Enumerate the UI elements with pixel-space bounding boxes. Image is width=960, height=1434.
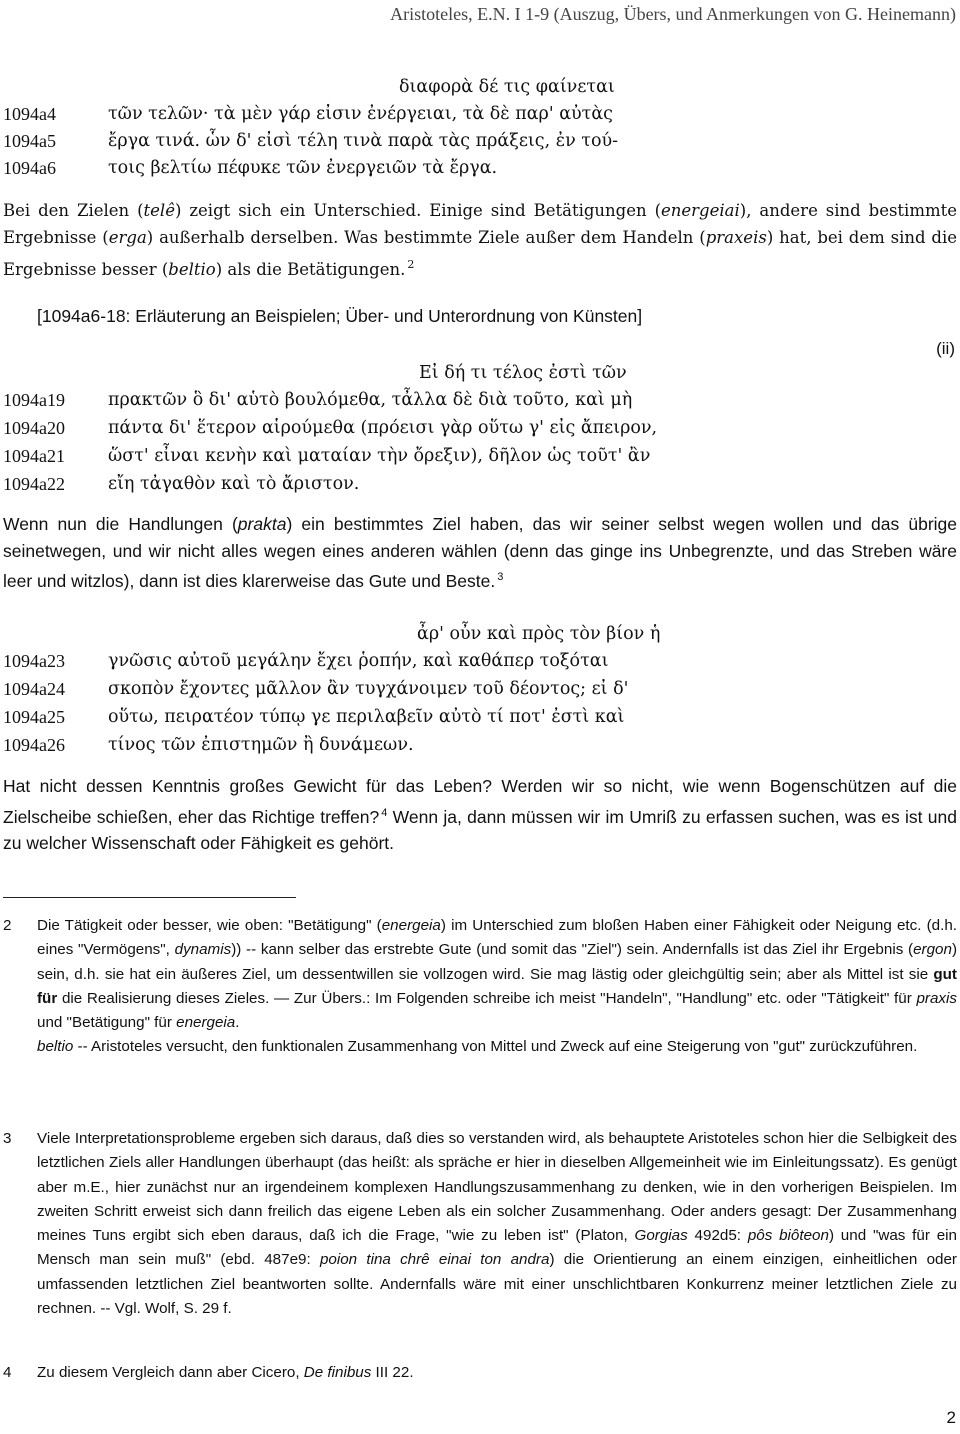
greek-line (0, 158, 960, 184)
greek-line (0, 707, 960, 733)
greek-text: εἴη τἀγαθὸν καὶ τὸ ἄριστον. (108, 474, 360, 494)
greek-text: ὥστ' εἶναι κενὴν καὶ ματαίαν τὴν ὄρεξιν), δῆλον ὡς τοῦτ' ἂν (108, 446, 651, 466)
greek-text: πάντα δι' ἕτερον αἱρούμεθα (πρόεισι γὰρ οὕτω γ' εἰς ἄπειρον, (108, 418, 658, 438)
line-number: 1094a6 (3, 158, 56, 178)
greek-text: ἔργα τινά. ὧν δ' εἰσὶ τέλη τινὰ παρὰ τὰς πράξεις, ἐν τού- (108, 131, 619, 151)
footnote-number: 4 (3, 1364, 12, 1381)
greek-text: σκοπὸν ἔχοντες μᾶλλον ἂν τυγχάνοιμεν τοῦ δέοντος; εἰ δ' (108, 679, 629, 699)
greek-line (0, 390, 960, 416)
footnote-number: 3 (3, 1130, 12, 1147)
footnote-ref: 4 (381, 806, 388, 819)
footnote-body-continuation: beltio -- Aristoteles versucht, den funktionalen Zusammenhang von Mittel und Zweck auf eine Steigerung von "gut" zurückzuführen. (37, 1038, 918, 1056)
greek-lead-line: ἆρ' οὖν καὶ πρὸς τὸν βίον ἡ (417, 624, 661, 644)
line-number: 1094a23 (3, 651, 65, 671)
footnote-body: Zu diesem Vergleich dann aber Cicero, De finibus III 22. (37, 1364, 414, 1381)
footnote (3, 1127, 957, 1321)
greek-line (0, 104, 960, 130)
footnote (3, 914, 957, 1060)
greek-text: οὕτω, πειρατέον τύπῳ γε περιλαβεῖν αὐτὸ τί ποτ' ἐστὶ καὶ (108, 707, 625, 727)
footnote-ref: 3 (497, 571, 504, 583)
greek-text: γνῶσις αὐτοῦ μεγάλην ἔχει ῥοπήν, καὶ καθάπερ τοξόται (108, 651, 609, 671)
greek-text: τῶν τελῶν· τὰ μὲν γάρ εἰσιν ἐνέργειαι, τὰ δὲ παρ' αὐτὰς (108, 104, 613, 124)
footnote-ref: 2 (407, 258, 415, 271)
line-number: 1094a19 (3, 390, 65, 410)
greek-lead-line: Εἰ δή τι τέλος ἐστὶ τῶν (419, 363, 627, 383)
running-header: Aristoteles, E.N. I 1-9 (Auszug, Übers, und Anmerkungen von G. Heinemann) (390, 4, 956, 24)
page-number: 2 (946, 1408, 956, 1427)
line-number: 1094a24 (3, 679, 65, 699)
line-number: 1094a20 (3, 418, 65, 438)
greek-line (0, 474, 960, 500)
footnote-body: Die Tätigkeit oder besser, wie oben: "Betätigung" (energeia) im Unterschied zum bloßen Haben einer Fähigkeit oder Neigung etc. (d.h. eines "Vermögens", dynamis)) -- kann selber das erstrebte Gute (und somit das "Ziel") sein. Andernfalls ist das Ziel ihr Ergebnis (ergon) sein, d.h. sie hat ein äußeres Ziel, um dessentwillen sie vollzogen wird. Sie mag lästig oder gleichgültig sein; aber als Mittel ist sie gut für die Realisierung dieses Zieles. — Zur Übers.: Im Folgenden schreibe ich meist "Handeln", "Handlung" etc. oder "Tätigkeit" für praxis und "Betätigung" für energeia. (37, 917, 958, 1032)
translation-paragraph: Hat nicht dessen Kenntnis großes Gewicht für das Leben? Werden wir so nicht, wie wenn Bogenschützen auf die Zielscheibe schießen, eher das Richtige treffen? $^4$ Wenn ja, dann müssen wir im Umriß zu erfassen suchen, was es ist und zu welcher Wissenschaft oder Fähigkeit es gehört. (3, 776, 957, 853)
greek-line (0, 446, 960, 472)
footnote-number: 2 (3, 917, 12, 934)
greek-line (0, 679, 960, 705)
line-number: 1094a26 (3, 735, 65, 755)
line-number: 1094a22 (3, 474, 65, 494)
line-number: 1094a25 (3, 707, 65, 727)
greek-text: τίνος τῶν ἐπιστημῶν ἢ δυνάμεων. (108, 735, 414, 755)
footnote (3, 1361, 957, 1385)
line-number: 1094a21 (3, 446, 65, 466)
greek-line (0, 651, 960, 677)
line-number: 1094a5 (3, 131, 56, 151)
translation-paragraph: Wenn nun die Handlungen (prakta) ein bestimmtes Ziel haben, das wir seiner selbst wegen wollen und das übrige seinetwegen, und wir nicht alles wegen eines anderen wählen (denn das ginge ins Unbegrenzte, und das Streben wäre leer und witzlos), dann ist dies klarerweise das Gute und Beste. $^3$ (3, 514, 958, 591)
footnote-separator (3, 897, 296, 898)
greek-line (0, 735, 960, 761)
greek-line (0, 418, 960, 444)
greek-line (0, 131, 960, 157)
line-number: 1094a4 (3, 104, 56, 124)
footnote-body: Viele Interpretationsprobleme ergeben sich daraus, daß dies so verstanden wird, als behauptete Aristoteles schon hier die Selbigkeit des letztlichen Ziels aller Handlungen überhaupt (das heißt: als spräche er hier in dieselben Allgemeinheit wie im Einleitungssatz). Es genügt aber m.E., hier zunächst nur an irgendeinem komplexen Handlungszusammenhang zu denken, wie in den vorherigen Beispielen. Im zweiten Schritt erweist sich dann freilich das eigene Leben als ein solcher Zusammenhang. Oder anders gesagt: Der Zusammenhang meines Tuns ergibt sich eben daraus, daß ich die Frage, "wie zu leben ist" (Platon, Gorgias 492d5: pôs biôteon) und "was für ein Mensch man sein muß" (ebd. 487e9: poion tina chrê einai ton andra) die Orientierung an einem einzigen, einheitlichen oder umfassenden letztlichen Ziel beantworten sollte. Andernfalls wäre mit einer unschlichtbaren Konkurrenz meiner letztlichen Ziele zu rechnen. -- Vgl. Wolf, S. 29 f. (37, 1130, 957, 1318)
greek-lead-line: διαφορὰ δέ τις φαίνεται (399, 77, 615, 97)
greek-text: πρακτῶν ὃ δι' αὑτὸ βουλόμεθα, τἆλλα δὲ διὰ τοῦτο, καὶ μὴ (108, 390, 633, 410)
section-heading: [1094a6-18: Erläuterung an Beispielen; Über- und Unterordnung von Künsten] (37, 306, 643, 326)
translation-paragraph: Bei den Zielen (telê) zeigt sich ein Unterschied. Einige sind Betätigungen (energeiai), andere sind bestimmte Ergebnisse (erga) außerhalb derselben. Was bestimmte Ziele außer dem Handeln (praxeis) hat, bei dem sind die Ergebnisse besser (beltio) als die Betätigungen. $^2$ (3, 201, 958, 279)
greek-text: τοις βελτίω πέφυκε τῶν ἐνεργειῶν τὰ ἔργα. (108, 158, 498, 178)
section-marker: (ii) (936, 339, 955, 358)
